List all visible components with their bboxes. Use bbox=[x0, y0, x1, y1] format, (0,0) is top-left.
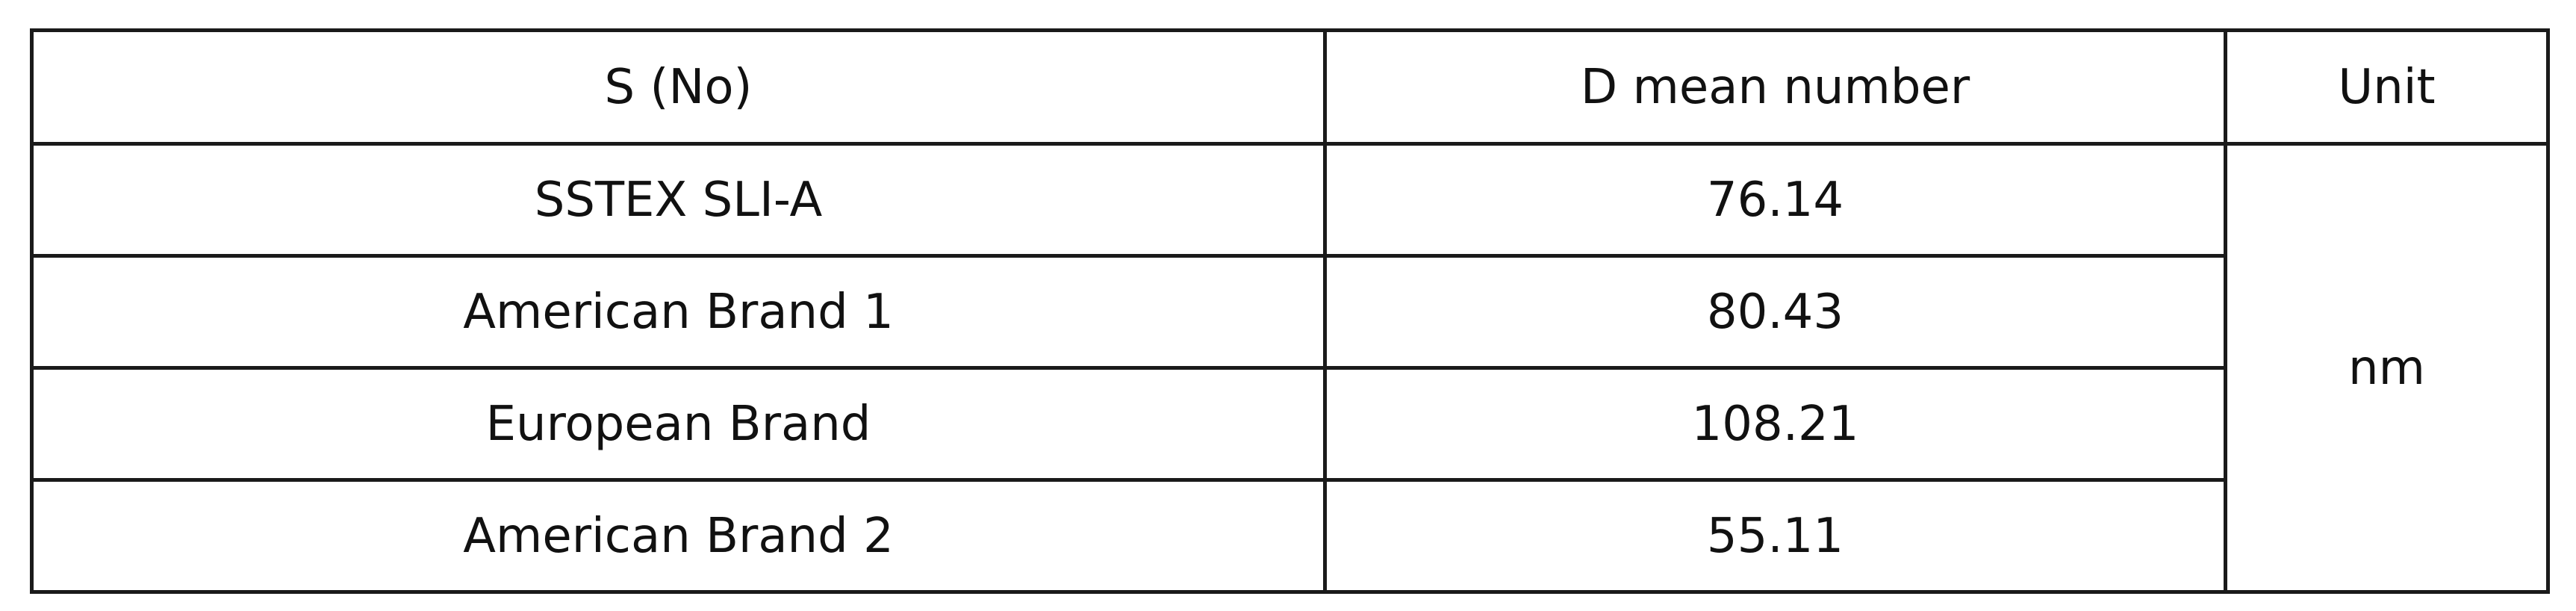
header-unit: Unit bbox=[2226, 31, 2548, 144]
table-header-row bbox=[32, 31, 2548, 144]
cell-sample: European Brand bbox=[32, 368, 1325, 480]
cell-sample: SSTEX SLI-A bbox=[32, 144, 1325, 256]
cell-d-mean: 76.14 bbox=[1325, 144, 2226, 256]
cell-d-mean: 108.21 bbox=[1325, 368, 2226, 480]
cell-d-mean: 80.43 bbox=[1325, 256, 2226, 368]
d-mean-table bbox=[30, 28, 2550, 594]
results-table-container bbox=[30, 28, 2546, 590]
table-row bbox=[32, 368, 2548, 480]
cell-sample: American Brand 2 bbox=[32, 480, 1325, 592]
header-d-mean: D mean number bbox=[1325, 31, 2226, 144]
cell-unit: nm bbox=[2226, 144, 2548, 592]
table-row bbox=[32, 480, 2548, 592]
cell-sample: American Brand 1 bbox=[32, 256, 1325, 368]
header-sample: S (No) bbox=[32, 31, 1325, 144]
cell-d-mean: 55.11 bbox=[1325, 480, 2226, 592]
table-row bbox=[32, 256, 2548, 368]
table-row bbox=[32, 144, 2548, 256]
